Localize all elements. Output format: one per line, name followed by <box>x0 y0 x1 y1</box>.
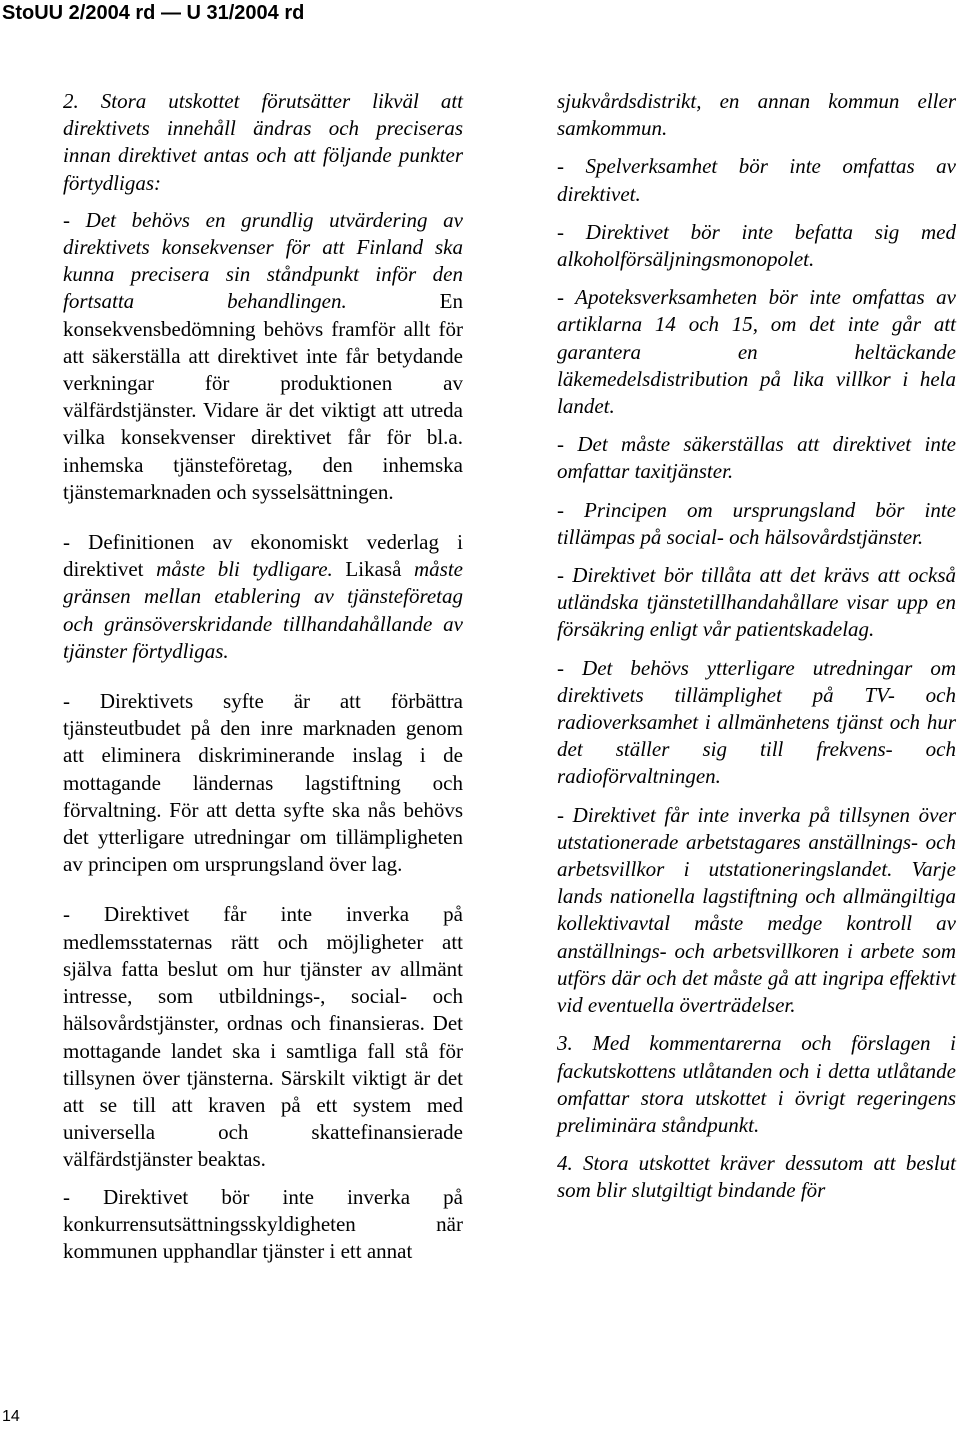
paragraph-pharmacy: - Apoteksverksamheten bör inte omfattas av artiklarna 14 och 15, om det inte går att garantera en heltäckande läkemedelsdistribution på lika villkor i hela landet. <box>557 285 956 419</box>
paragraph-binding-decisions: 4. Stora utskottet kräver dessutom att beslut som blir slutgiltigt bindande för <box>557 1151 956 1203</box>
paragraph-broadcasting: - Det behövs ytterligare utredningar om direktivets tillämplighet på TV- och radioverksamhet i allmänhetens tjänst och hur det ställer sig till frekvens- och radioförvaltningen. <box>557 655 956 789</box>
page-number: 14 <box>2 1408 20 1425</box>
paragraph-directive-purpose: - Direktivets syfte är att förbättra tjänsteutbudet på den inre marknaden genom att eliminera diskriminerande inslag i de mottagande ländernas lagstiftning och förvaltning. För att detta syfte ska nås behövs det ytterligare utredningar om tillämpligheten av principen om ursprungsland över lag. <box>63 689 463 877</box>
left-column <box>63 88 463 1265</box>
paragraph-gambling: - Spelverksamhet bör inte omfattas av direktivet. <box>557 154 956 206</box>
paragraph-member-state-rights: - Direktivet får inte inverka på medlemsstaternas rätt och möjligheter att själva fatta beslut om hur tjänster av allmänt intresse, som utbildnings-, social- och hälsovårdstjänster, ordnas och finansieras. Det mottagande landet ska i samtliga fall stå för tillsynen över tjänsterna. Särskilt viktigt är det att se till att kraven på ett system med universella och skattefinansierade välfärdstjänster beaktas. <box>63 902 463 1172</box>
establishment-boundary-emphasis: måste gränsen mellan etablering av tjänsteföretag och gränsöverskridande tillhandahållande av tjänster förtydligas. <box>63 557 463 663</box>
paragraph-posted-workers: - Direktivet får inte inverka på tillsynen över utstationerade arbetstagares anställnings- och arbetsvillkor i utstationeringslandet. Varje lands nationella lagstiftning och allmängiltiga kollektivavtal måste medge kontroll av anställnings- och arbetsvillkoren i arbete som utförs där och det måste gå att ingripa effektivt vid eventuella överträdelser. <box>557 802 956 1018</box>
paragraph-country-of-origin: - Principen om ursprungsland bör inte tillämpas på social- och hälsovårdstjänster. <box>557 497 956 549</box>
paragraph-health-district-continuation: sjukvårdsdistrikt, en annan kommun eller samkommun. <box>557 89 956 141</box>
paragraph-taxi-services: - Det måste säkerställas att direktivet inte omfattar taxitjänster. <box>557 432 956 484</box>
paragraph-economic-remuneration <box>63 529 463 665</box>
impact-assessment-body: En konsekvensbedömning behövs framför allt för att säkerställa att direktivet inte får betydande verkningar för produktionen av välfärdstjänster. Vidare är det viktigt att utreda vilka konsekvenser direktivet får för bl.a. inhemska tjänsteföretag, den inhemska tjänstemarknaden och sysselsättningen. <box>63 289 464 504</box>
right-column <box>557 88 956 1205</box>
paragraph-alcohol-monopoly: - Direktivet bör inte befatta sig med alkoholförsäljningsmonopolet. <box>557 219 956 272</box>
impact-assessment-emphasis: - Det behövs en grundlig utvärdering av direktivets konsekvenser för att Finland ska kunna precisera sin ståndpunkt inför den fortsatta behandlingen. <box>63 207 463 314</box>
paragraph-patient-insurance: - Direktivet bör tillåta att det krävs att också utländska tjänstetillhandahållare visar upp en försäkring enligt vår patientskadelag. <box>557 563 956 642</box>
economic-remuneration-likewise: Likaså <box>332 557 402 582</box>
document-reference-header: StoUU 2/2004 rd — U 31/2004 rd <box>2 2 305 24</box>
paragraph-competition-obligation: - Direktivet bör inte inverka på konkurrensutsättningsskyldigheten när kommunen upphandlar tjänster i ett annat <box>63 1184 463 1263</box>
economic-remuneration-lead: - Definitionen av ekonomiskt vederlag i direktivet <box>63 530 463 582</box>
paragraph-impact-assessment <box>63 207 463 506</box>
economic-remuneration-emphasis: måste bli tydligare. <box>143 557 333 582</box>
paragraph-intro: 2. Stora utskottet förutsätter likväl att direktivets innehåll ändras och preciseras innan direktivet antas och att följande punkter förtydligas: <box>63 89 463 195</box>
paragraph-committee-position: 3. Med kommentarerna och förslagen i fackutskottens utlåtanden och i detta utlåtande omfattar stora utskottet i övrigt regeringens preliminära ståndpunkt. <box>557 1031 956 1137</box>
